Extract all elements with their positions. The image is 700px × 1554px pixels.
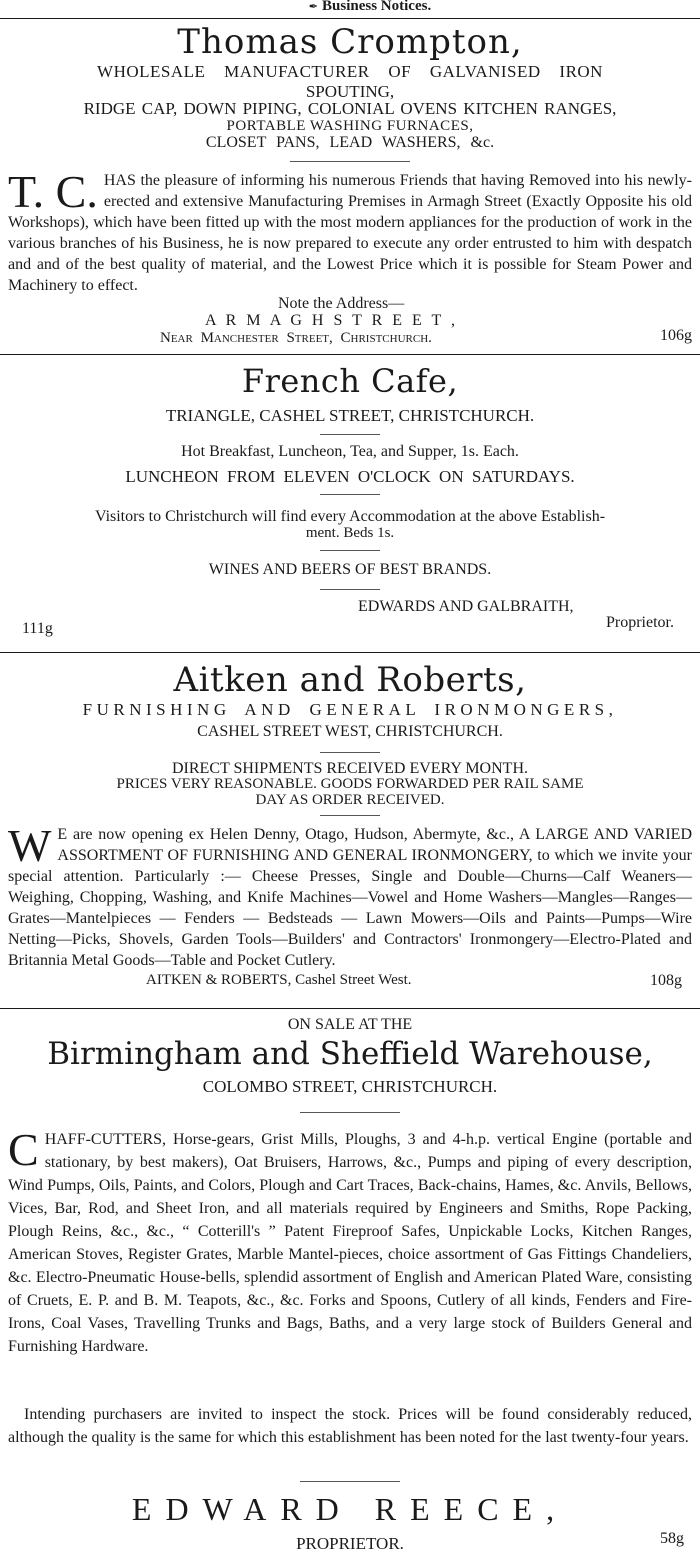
ad4-code: 58g (660, 1530, 684, 1547)
ad4-body: CHAFF-CUTTERS, Horse-gears, Grist Mills, Ploughs, 3 and 4-h.p. vertical Engine (portable and stationary, by best makers), Oat Bruisers, Harrows, &c., Pumps and piping of every description, Wind Pumps, Oils, Paints, and Colors, Plough and Cart Traces, Back-chains, Hames, &c. Anvils, Bellows, Vices, Bar, Rod, and Sheet Iron, and all materials required by Engineers and Smiths, Rope Packing, Plough Reins, &c., &c., “ Cotterill's ” Patent Fireproof Safes, Unpickable Locks, Kitchen Ranges, American Stoves, Register Grates, Marble Mantel-pieces, choice assortment of Gas Fittings Chandeliers, &c. Electro-Pneumatic House-bells, splendid assortment of English and American Plated Ware, consisting of Cruets, E. P. and B. M. Teapots, &c., &c. Forks and Spoons, Cutlery of all kinds, Fenders and Fire-Irons, Coal Vases, Travelling Trunks and Bags, Baths, and a very large stock of Builders General and Furnishing Hardware. (8, 1124, 692, 1355)
ad2-divider-2 (320, 494, 380, 495)
ad2-role: Proprietor. (606, 614, 674, 631)
ad4-location: COLOMBO STREET, CHRISTCHURCH. (202, 1077, 498, 1096)
ad1-line1: WHOLESALE MANUFACTURER OF GALVANISED IRON (97, 62, 603, 81)
ad3-signature: AITKEN & ROBERTS, Cashel Street West. (146, 972, 412, 988)
ad1-name: Thomas Crompton, (177, 22, 523, 62)
ad1-bottom-rule (0, 354, 700, 355)
ad1-initial: T. C. (8, 166, 98, 217)
ad1-line3: RIDGE CAP, DOWN PIPING, COLONIAL OVENS KITCHEN RANGES, (83, 99, 617, 118)
ad2-divider-3 (320, 550, 380, 551)
ad4-divider-2 (300, 1481, 400, 1482)
ad3-code: 108g (650, 972, 682, 989)
ad3-initial: W (8, 820, 52, 871)
ad1-code: 106g (660, 327, 692, 344)
ad4-name: Birmingham and Sheffield Warehouse, (47, 1036, 653, 1072)
quill-icon: ✒ (308, 1, 319, 13)
ad1-note: Note the Address— (278, 295, 405, 312)
ad4-initial: C (8, 1124, 39, 1175)
ad2-visitors-1: Visitors to Christchurch will find every Accommodation at the above Establish- (94, 508, 606, 525)
ad2-owners: EDWARDS AND GALBRAITH, (358, 598, 574, 615)
ad2-visitors-2: ment. Beds 1s. (305, 525, 395, 541)
ad2-meals: Hot Breakfast, Luncheon, Tea, and Supper, 1s. Each. (181, 443, 519, 460)
ad1-body: T. C. HAS the pleasure of informing his numerous Friends that having Removed into his newly-erected and extensive Manufacturing Premises in Armagh Street (Exactly Opposite his old Workshops), which have been fitted up with the most modern appliances for the production of work in the various branches of his Business, he is now prepared to execute any order entrusted to him with despatch and and of the best quality of material, and the Lowest Price which it is possible for Steam Power and Machinery to effect. (8, 166, 692, 294)
ad1-near: Near Manchester Street, Christchurch. (160, 330, 432, 346)
ad2-name: French Cafe, (241, 362, 459, 400)
ad2-location: TRIANGLE, CASHEL STREET, CHRISTCHURCH. (165, 406, 535, 425)
ad4-owner: EDWARD REECE, (131, 1491, 569, 1527)
ad4-onsale: ON SALE AT THE (287, 1016, 413, 1033)
ad3-divider-2 (320, 815, 380, 816)
ad3-prices: PRICES VERY REASONABLE. GOODS FORWARDED PER RAIL SAME (116, 776, 584, 792)
ad4-divider-1 (300, 1112, 400, 1113)
ad3-name: Aitken and Roberts, (173, 660, 527, 700)
ad3-bottom-rule (0, 1008, 700, 1009)
ad2-divider-4 (320, 589, 380, 590)
ad4-role: PROPRIETOR. (296, 1534, 404, 1553)
ad1-line5: CLOSET PANS, LEAD WASHERS, &c. (205, 134, 495, 151)
ad2-code: 111g (22, 620, 53, 637)
ad3-trade: FURNISHING AND GENERAL IRONMONGERS, (82, 700, 618, 719)
ad1-line2: SPOUTING, (305, 82, 395, 101)
ad3-body: W E are now opening ex Helen Denny, Otago, Hudson, Abermyte, &c., A LARGE AND VARIED ASSORTMENT OF FURNISHING AND GENERAL IRONMONGERY, to which we invite your special attention. Particularly :— Cheese Presses, Single and Double—Churns—Calf Weaners—Weighing, Chopping, Washing, and Knife Machines—Vowel and Home Washers—Mangles—Ranges—Grates—Mantelpieces — Fenders — Bedsteads — Lawn Mowers—Oils and Paints—Pumps—Wire Netting—Picks, Shovels, Garden Tools—Builders' and Contractors' Ironmongery—Electro-Plated and Britannia Metal Goods—Table and Pocket Cutlery. (8, 820, 692, 969)
ad2-saturday: LUNCHEON FROM ELEVEN O'CLOCK ON SATURDAYS. (125, 467, 575, 486)
ad2-wines: WINES AND BEERS OF BEST BRANDS. (208, 561, 492, 578)
ad3-day: DAY AS ORDER RECEIVED. (255, 792, 445, 808)
ad2-bottom-rule (0, 652, 700, 653)
header-divider (0, 18, 700, 19)
ad1-line4: PORTABLE WASHING FURNACES, (226, 118, 474, 134)
ad1-divider (290, 161, 410, 162)
ad3-location: CASHEL STREET WEST, CHRISTCHURCH. (197, 723, 503, 740)
ad1-street: A R M A G H S T R E E T , (205, 312, 458, 329)
ad3-divider-1 (320, 752, 380, 753)
section-header: ✒ Business Notices. (308, 0, 432, 14)
ad4-para2: Intending purchasers are invited to inspect the stock. Prices will be found considerably reduced, although the quality is the same for which this establishment has been noted for the last twenty-four years. (8, 1406, 692, 1446)
ad3-shipments: DIRECT SHIPMENTS RECEIVED EVERY MONTH. (171, 760, 528, 777)
ad2-divider-1 (320, 434, 380, 435)
